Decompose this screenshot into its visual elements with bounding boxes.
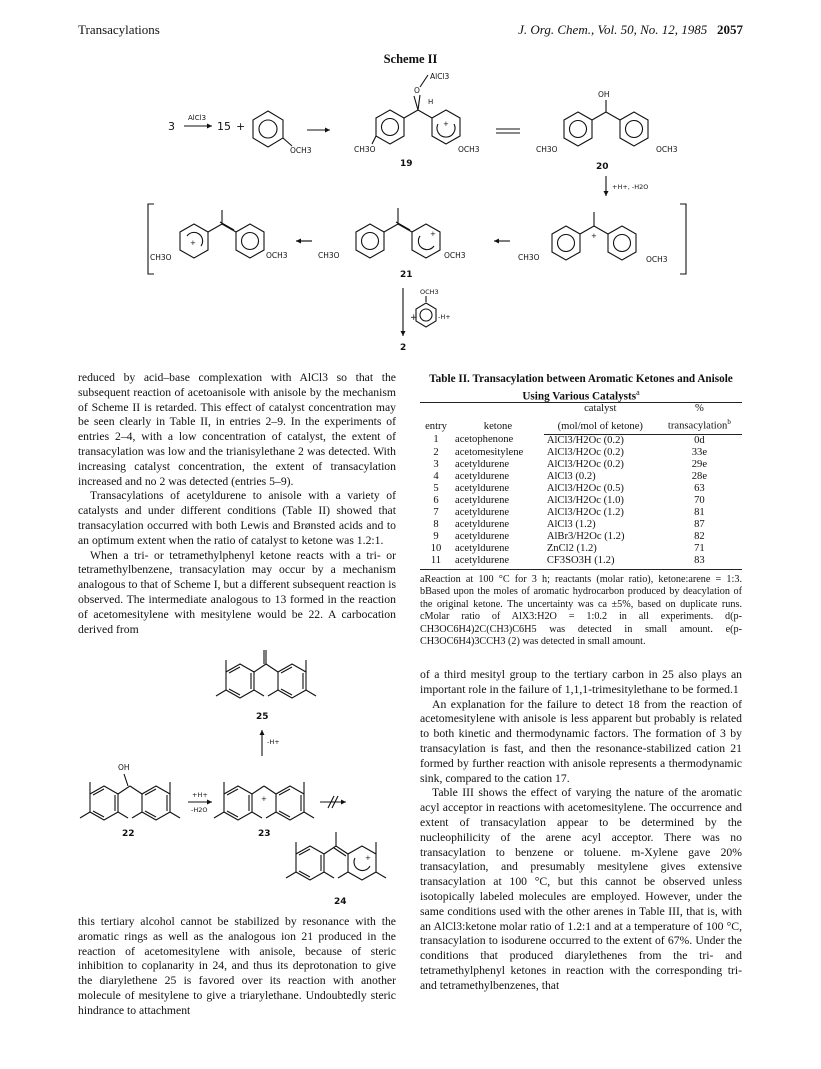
svg-text:OH: OH bbox=[598, 90, 610, 99]
svg-text:OCH3: OCH3 bbox=[290, 146, 312, 155]
mesityl-ring bbox=[276, 786, 304, 820]
table-cell-entry: 9 bbox=[433, 530, 439, 542]
running-header-left: Transacylations bbox=[78, 22, 160, 37]
table-cell-pct: 71 bbox=[694, 542, 705, 554]
table-title-text: Table II. Transacylation between Aromatic Ketones and Anisole Using Various Catalysts bbox=[429, 373, 733, 403]
paragraph: Transacylations of acetyldurene to anisole with a variety of catalysts and under different conditions (Table II) showed that transacylation occurred with both Lewis and Brønsted acids and to an optimum extent when the ratio of catalyst to ketone was 1.2:1. bbox=[78, 489, 396, 547]
svg-text:OH: OH bbox=[118, 763, 130, 772]
svg-text:CH3O: CH3O bbox=[318, 251, 340, 260]
label-3: 3 bbox=[168, 120, 175, 133]
table-cell-ketone: acetyldurene bbox=[455, 542, 510, 554]
table-cell-pct: 63 bbox=[694, 482, 705, 494]
table-cell-entry: 6 bbox=[433, 494, 439, 506]
table-cell-pct: 81 bbox=[694, 506, 705, 518]
svg-text:OCH3: OCH3 bbox=[266, 251, 288, 260]
table-row bbox=[420, 434, 742, 447]
table-cell-pct: 28e bbox=[691, 470, 708, 482]
mesityl-ring bbox=[226, 664, 254, 698]
col-header-catalyst-unit: (mol/mol of ketone) bbox=[544, 416, 657, 434]
label-25: 25 bbox=[256, 712, 269, 722]
paragraph: reduced by acid–base complexation with AlCl3 so that the subsequent reaction of acetoanisole with anisole by the mechanism of Scheme II is retarded. This effect of catalyst concentration may be seen clearly in Table II, in entries 2–9. In the experiments of entries 2–4, with a low concentration of catalyst, the extent of transacylation was low and the trianisylethane 2 was detected. With increasing catalyst concentration, the extent of transacylation increased and no 2 was detected (entries 5–9). bbox=[78, 371, 396, 488]
table-ii bbox=[420, 402, 742, 570]
table-cell-pct: 70 bbox=[694, 494, 705, 506]
col-header-ketone: ketone bbox=[452, 403, 544, 435]
paragraph: When a tri- or tetramethylphenyl ketone reacts with a tri- or tetramethylbenzene, transacylation may occur by a mechanism analogous to that of Scheme I, but a different subsequent reaction is observed. The intermediate analogous to 13 formed in the reaction of acetomesitylene with mesitylene would be 22. A carbocation derived from bbox=[78, 548, 396, 636]
svg-text:-H+: -H+ bbox=[267, 738, 280, 746]
table-row bbox=[420, 447, 742, 459]
table-title-footnote-mark: a bbox=[636, 388, 640, 397]
col-header-transacylation: transacylation$^b$ bbox=[657, 416, 742, 434]
mesityl-ring bbox=[142, 786, 170, 820]
table-cell-entry: 2 bbox=[433, 446, 439, 458]
svg-text:+: + bbox=[430, 230, 436, 238]
col-header-pct: % bbox=[657, 403, 742, 417]
svg-text:-H+: -H+ bbox=[438, 313, 451, 321]
svg-text:+: + bbox=[591, 232, 597, 240]
svg-text:+: + bbox=[190, 239, 196, 247]
svg-text:OCH3: OCH3 bbox=[656, 145, 678, 154]
table-row bbox=[420, 471, 742, 483]
table-cell-catalyst: AlBr3/H2Oc (1.2) bbox=[546, 530, 625, 542]
svg-text:AlCl3: AlCl3 bbox=[430, 72, 450, 81]
svg-text:CH3O: CH3O bbox=[354, 145, 376, 154]
table-cell-pct: 82 bbox=[694, 530, 705, 542]
table-cell-catalyst: AlCl3/H2Oc (0.5) bbox=[546, 482, 624, 494]
svg-text:H: H bbox=[428, 98, 434, 106]
table-cell-catalyst: CF3SO3H (1.2) bbox=[544, 555, 657, 570]
table-cell-entry: 5 bbox=[433, 482, 439, 494]
svg-text:CH3O: CH3O bbox=[518, 253, 540, 262]
table-cell-pct: 87 bbox=[694, 518, 705, 530]
scheme-title: Scheme II bbox=[383, 52, 438, 66]
table-title bbox=[420, 373, 742, 404]
label-20: 20 bbox=[596, 162, 609, 172]
label-21: 21 bbox=[400, 270, 413, 280]
table-footnotes: aReaction at 100 °C for 3 h; reactants (molar ratio), ketone:arene = 1:3. bBased upon the moles of aromatic hydrocarbon produced by deacylation of the original ketone. The uncertainty was ca ±5%, based on duplicate runs. cMolar ratio of AlX3:H2O = 1:0.2 in all experiments. d(p-CH3OC6H4)2C(CH3)C6H5 was detected in small amount. e(p-CH3OC6H4)3CCH3 (2) was detected in small amount. bbox=[420, 574, 742, 648]
table-cell-catalyst: AlCl3/H2Oc (0.2) bbox=[546, 458, 624, 470]
column-2-bottom bbox=[420, 668, 742, 994]
col-header-entry: entry bbox=[420, 403, 452, 435]
svg-text:OCH3: OCH3 bbox=[444, 251, 466, 260]
table-cell-pct: 29e bbox=[691, 458, 708, 470]
table-cell-ketone: acetophenone bbox=[455, 434, 514, 446]
svg-text:CH3O: CH3O bbox=[536, 145, 558, 154]
svg-text:+H+, -H2O: +H+, -H2O bbox=[612, 183, 649, 191]
table-cell-entry: 11 bbox=[420, 555, 452, 570]
paragraph: An explanation for the failure to detect 18 from the reaction of acetomesitylene with anisole is less apparent but probably is related to both kinetic and thermodynamic factors. The formation of 3 by transacylation is fast, and then the resonance-stabilized cation 21 formed by further reaction with anisole represents a thermodynamic sink, compared to the cation 17. bbox=[420, 697, 742, 785]
svg-text:+: + bbox=[261, 795, 267, 803]
paragraph: Table III shows the effect of varying the nature of the aromatic acyl acceptor in reactions with acetomesitylene. The occurrence and extent of transacylation appear to be determined by the nucleophilicity of the arene acyl acceptor. There was no transacylation to benzene or toluene. m-Xylene gave 20% transacylation, and presumably mesitylene gives extensive transacylation at 100 °C, but this cannot be observed unless isotopically labeled molecules are employed. However, under the same conditions used with the other arenes in Table III, that is, with an AlCl3:ketone molar ratio of 1.2:1 and at a temperature of 100 °C, transacylation to isodurene occurred to the extent of 67%. Under the conditions that produced diarylethenes from the tri- and tetramethylphenyl ketones in reaction with the corresponding tri- and tetramethylbenzenes, that bbox=[420, 786, 742, 992]
svg-text:+: + bbox=[410, 313, 418, 323]
column-1-bottom bbox=[78, 915, 396, 1019]
label-23: 23 bbox=[258, 829, 271, 839]
label-2: 2 bbox=[400, 343, 407, 353]
table-cell-entry: 1 bbox=[433, 434, 439, 446]
table-cell-pct: 33e bbox=[691, 446, 708, 458]
table-cell-entry: 4 bbox=[433, 470, 439, 482]
table-cell-ketone: acetyldurene bbox=[455, 518, 510, 530]
table-cell-ketone: acetyldurene bbox=[455, 530, 510, 542]
table-cell-ketone: acetomesitylene bbox=[455, 446, 524, 458]
table-row bbox=[420, 459, 742, 471]
svg-text:OCH3: OCH3 bbox=[420, 288, 439, 296]
mesityl-ring-cation bbox=[348, 846, 376, 880]
table-row bbox=[420, 543, 742, 555]
svg-text:+H+: +H+ bbox=[192, 791, 208, 799]
svg-text:CH3O: CH3O bbox=[150, 253, 172, 262]
svg-text:OCH3: OCH3 bbox=[458, 145, 480, 154]
table-row bbox=[420, 495, 742, 507]
table-row bbox=[420, 483, 742, 495]
svg-text:+: + bbox=[236, 120, 246, 133]
label-19: 19 bbox=[400, 159, 413, 169]
label-22: 22 bbox=[122, 829, 135, 839]
table-cell-entry: 3 bbox=[433, 458, 439, 470]
table-cell-ketone: acetyldurene bbox=[452, 555, 544, 570]
mesityl-ring bbox=[296, 846, 324, 880]
table-body bbox=[420, 434, 742, 569]
paragraph: of a third mesityl group to the tertiary carbon in 25 also plays an important role in the failure of 1,1,1-trimesitylethane to be formed.1 bbox=[420, 668, 742, 696]
arrow-catalyst-label: AlCl3 bbox=[188, 114, 207, 122]
table-cell-catalyst: AlCl3/H2Oc (1.2) bbox=[546, 506, 624, 518]
mesityl-ring bbox=[278, 664, 306, 698]
table-row bbox=[420, 531, 742, 543]
table-cell-catalyst: AlCl3 (0.2) bbox=[546, 470, 596, 482]
svg-text:O: O bbox=[414, 86, 420, 95]
svg-text:OCH3: OCH3 bbox=[646, 255, 668, 264]
table-row bbox=[420, 507, 742, 519]
table-cell-pct: 83 bbox=[657, 555, 742, 570]
paragraph: this tertiary alcohol cannot be stabilized by resonance with the aromatic rings as well as the analogous ion 21 produced in the reaction of acetomesitylene with anisole, because of steric inhibition to coplanarity in 24, and thus its deprotonation to give the diarylethene 25 is favored over its reaction with another molecule of mesitylene to give a triarylethane. Undoubtedly steric hindrance to attachment bbox=[78, 915, 396, 1017]
table-row bbox=[420, 519, 742, 531]
table-cell-ketone: acetyldurene bbox=[455, 506, 510, 518]
table-cell-ketone: acetyldurene bbox=[455, 458, 510, 470]
table-cell-entry: 8 bbox=[433, 518, 439, 530]
table-cell-catalyst: AlCl3/H2Oc (1.0) bbox=[546, 494, 624, 506]
mesityl-ring bbox=[90, 786, 118, 820]
table-cell-catalyst: AlCl3/H2Oc (0.2) bbox=[546, 446, 624, 458]
page-number: 2057 bbox=[717, 22, 743, 37]
svg-text:+: + bbox=[365, 854, 371, 862]
svg-text:-H2O: -H2O bbox=[191, 806, 208, 814]
table-cell-catalyst: AlCl3/H2Oc (0.2) bbox=[546, 434, 624, 446]
table-cell-ketone: acetyldurene bbox=[455, 494, 510, 506]
table-cell-entry: 10 bbox=[430, 542, 442, 554]
table-cell-pct: 0d bbox=[694, 434, 705, 446]
table-cell-entry: 7 bbox=[433, 506, 439, 518]
table-cell-ketone: acetyldurene bbox=[455, 482, 510, 494]
table-row bbox=[420, 555, 742, 570]
table-cell-catalyst: ZnCl2 (1.2) bbox=[546, 542, 597, 554]
mesityl-ring bbox=[224, 786, 252, 820]
svg-text:+: + bbox=[443, 120, 449, 128]
journal-citation: J. Org. Chem., Vol. 50, No. 12, 1985 bbox=[518, 22, 708, 37]
label-15: 15 bbox=[217, 120, 231, 133]
label-24: 24 bbox=[334, 897, 347, 907]
table-cell-ketone: acetyldurene bbox=[455, 470, 510, 482]
table-cell-catalyst: AlCl3 (1.2) bbox=[546, 518, 596, 530]
col-header-catalyst: catalyst bbox=[544, 403, 657, 417]
